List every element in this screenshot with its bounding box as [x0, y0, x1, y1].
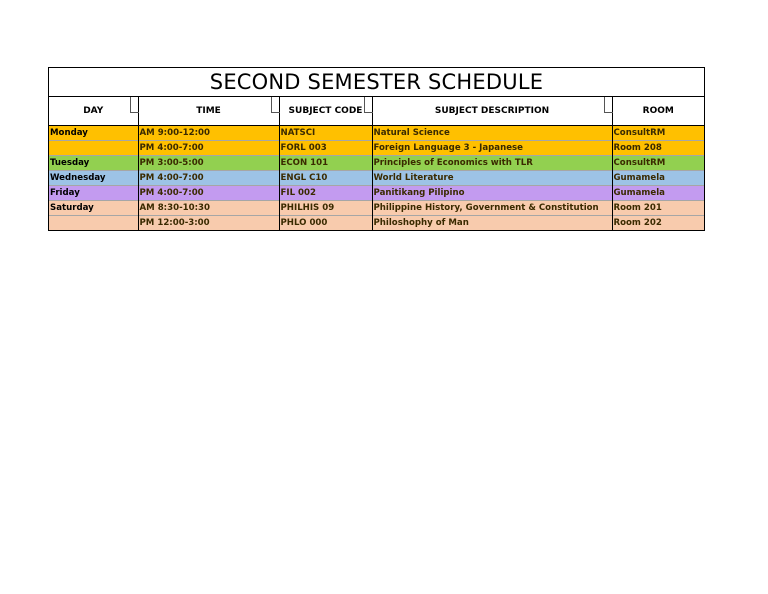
cell-time[interactable]: PM 4:00-7:00 — [138, 171, 279, 186]
cell-room[interactable]: ConsultRM — [613, 127, 666, 138]
cell-subject-description[interactable]: Philoshophy of Man — [372, 216, 612, 231]
table-row — [49, 201, 704, 216]
schedule-sheet — [48, 67, 705, 231]
cell-room[interactable]: Room 208 — [612, 141, 704, 156]
cell-subject-code[interactable]: ENGL C10 — [279, 171, 372, 186]
header-subject-code-label: SUBJECT CODE — [288, 106, 363, 116]
header-subject-code — [279, 97, 372, 126]
table-row — [49, 216, 704, 231]
table-row — [49, 141, 704, 156]
header-time-label: TIME — [196, 106, 221, 116]
cell-time[interactable]: AM 8:30-10:30 — [138, 201, 279, 216]
cell-subject-description[interactable]: Natural Science — [372, 126, 612, 141]
cell-day[interactable]: Saturday — [49, 201, 138, 216]
header-subject-description-label: SUBJECT DESCRIPTION — [434, 106, 550, 116]
cell-time[interactable]: PM 3:00-5:00 — [138, 156, 279, 171]
header-time — [138, 97, 279, 126]
table-row — [49, 156, 704, 171]
cell-subject-code[interactable]: FIL 002 — [279, 186, 372, 201]
cell-time[interactable]: AM 9:00-12:00 — [138, 126, 279, 141]
cell-subject-code[interactable]: ECON 101 — [279, 156, 372, 171]
cell-day[interactable]: Friday — [49, 186, 138, 201]
cell-subject-description[interactable]: Principles of Economics with TLR — [372, 156, 612, 171]
table-row — [49, 171, 704, 186]
cell-room[interactable]: Room 201 — [612, 201, 704, 216]
cell-room[interactable]: Room 202 — [612, 216, 704, 231]
header-room-label: ROOM — [642, 106, 674, 116]
header-day-label: DAY — [83, 106, 104, 116]
table-row — [49, 126, 704, 141]
cell-day[interactable] — [49, 141, 138, 156]
cell-day[interactable]: Tuesday — [49, 156, 138, 171]
cell-subject-description[interactable]: Foreign Language 3 - Japanese — [372, 141, 612, 156]
cell-subject-code[interactable]: PHLO 000 — [279, 216, 372, 231]
cell-subject-code[interactable]: PHILHIS 09 — [279, 201, 372, 216]
cell-day[interactable]: Monday — [49, 126, 138, 141]
cell-time[interactable]: PM 4:00-7:00 — [138, 141, 279, 156]
cell-room[interactable]: ConsultRM — [612, 156, 704, 171]
cell-day[interactable] — [49, 216, 138, 231]
sheet-title: SECOND SEMESTER SCHEDULE — [49, 68, 704, 97]
header-subject-description — [372, 97, 612, 126]
table-row — [49, 186, 704, 201]
header-day — [49, 97, 138, 126]
cell-subject-code[interactable]: NATSCI — [279, 126, 372, 141]
cell-time[interactable]: PM 4:00-7:00 — [138, 186, 279, 201]
header-row — [49, 97, 704, 126]
cell-time[interactable]: PM 12:00-3:00 — [138, 216, 279, 231]
cell-room[interactable]: Gumamela — [612, 186, 704, 201]
cell-day[interactable]: Wednesday — [49, 171, 138, 186]
cell-subject-code[interactable]: FORL 003 — [279, 141, 372, 156]
schedule-table — [49, 97, 704, 230]
cell-subject-description[interactable]: Philippine History, Government & Constitution — [372, 201, 612, 216]
header-room — [612, 97, 704, 126]
cell-subject-description[interactable]: Panitikang Pilipino — [372, 186, 612, 201]
cell-room[interactable]: Gumamela — [612, 171, 704, 186]
cell-subject-description[interactable]: World Literature — [372, 171, 612, 186]
